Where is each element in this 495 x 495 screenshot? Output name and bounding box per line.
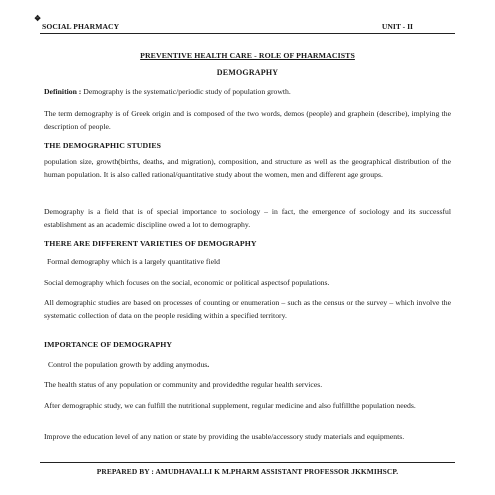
control-period: . xyxy=(207,360,210,369)
header-unit: UNIT - II xyxy=(381,22,413,31)
definition-label: Definition : xyxy=(44,87,82,96)
health-paragraph: The health status of any population or community and providedthe regular health services. xyxy=(44,380,323,389)
definition-text: Demography is the systematic/periodic study of population growth. xyxy=(81,87,291,96)
footer-credit: PREPARED BY : AMUDHAVALLI K M.PHARM ASSISTANT PROFESSOR JKKMIHSCP. xyxy=(96,467,399,476)
header-subject: SOCIAL PHARMACY xyxy=(42,22,120,31)
definition-paragraph xyxy=(44,86,451,99)
studies-paragraph: population size, growth(births, deaths, and migration), composition, and structure as well as the geographical distribution of the human population. It is also called rational/quantitative study about the women, men and different age groups. xyxy=(44,157,451,179)
origin-paragraph: The term demography is of Greek origin and is composed of the two words, demos (people) and graphein (describe), implying the description of people. xyxy=(44,109,451,131)
formal-demography-paragraph: Formal demography which is a largely quantitative field xyxy=(47,257,220,266)
section-title: DEMOGRAPHY xyxy=(216,68,279,77)
control-text: Control the population growth by adding anymodus xyxy=(48,360,208,369)
footer-divider xyxy=(40,462,455,463)
header-ornament: ❖ xyxy=(34,14,42,23)
heading-varieties: THERE ARE DIFFERENT VARIETIES OF DEMOGRAPHY xyxy=(44,239,257,248)
social-demography-paragraph: Social demography which focuses on the social, economic or political aspectsof populations. xyxy=(44,278,330,287)
heading-importance: IMPORTANCE OF DEMOGRAPHY xyxy=(44,340,173,349)
control-paragraph xyxy=(48,359,455,372)
after-study-paragraph: After demographic study, we can fulfill the nutritional supplement, regular medicine and also fulfillthe population needs. xyxy=(44,401,416,410)
heading-demographic-studies: THE DEMOGRAPHIC STUDIES xyxy=(44,141,162,150)
enumeration-paragraph: All demographic studies are based on processes of counting or enumeration – such as the census or the survey – which involve the systematic collection of data on the people residing within a specified territory. xyxy=(44,298,451,320)
header-divider xyxy=(40,33,455,34)
field-paragraph: Demography is a field that is of special importance to sociology – in fact, the emergence of sociology and its successful establishment as an academic discipline owed a lot to demography. xyxy=(44,207,451,229)
page-title: PREVENTIVE HEALTH CARE - ROLE OF PHARMACISTS xyxy=(140,51,355,60)
education-paragraph: Improve the education level of any nation or state by providing the usable/accessory study materials and equipments. xyxy=(44,432,405,441)
